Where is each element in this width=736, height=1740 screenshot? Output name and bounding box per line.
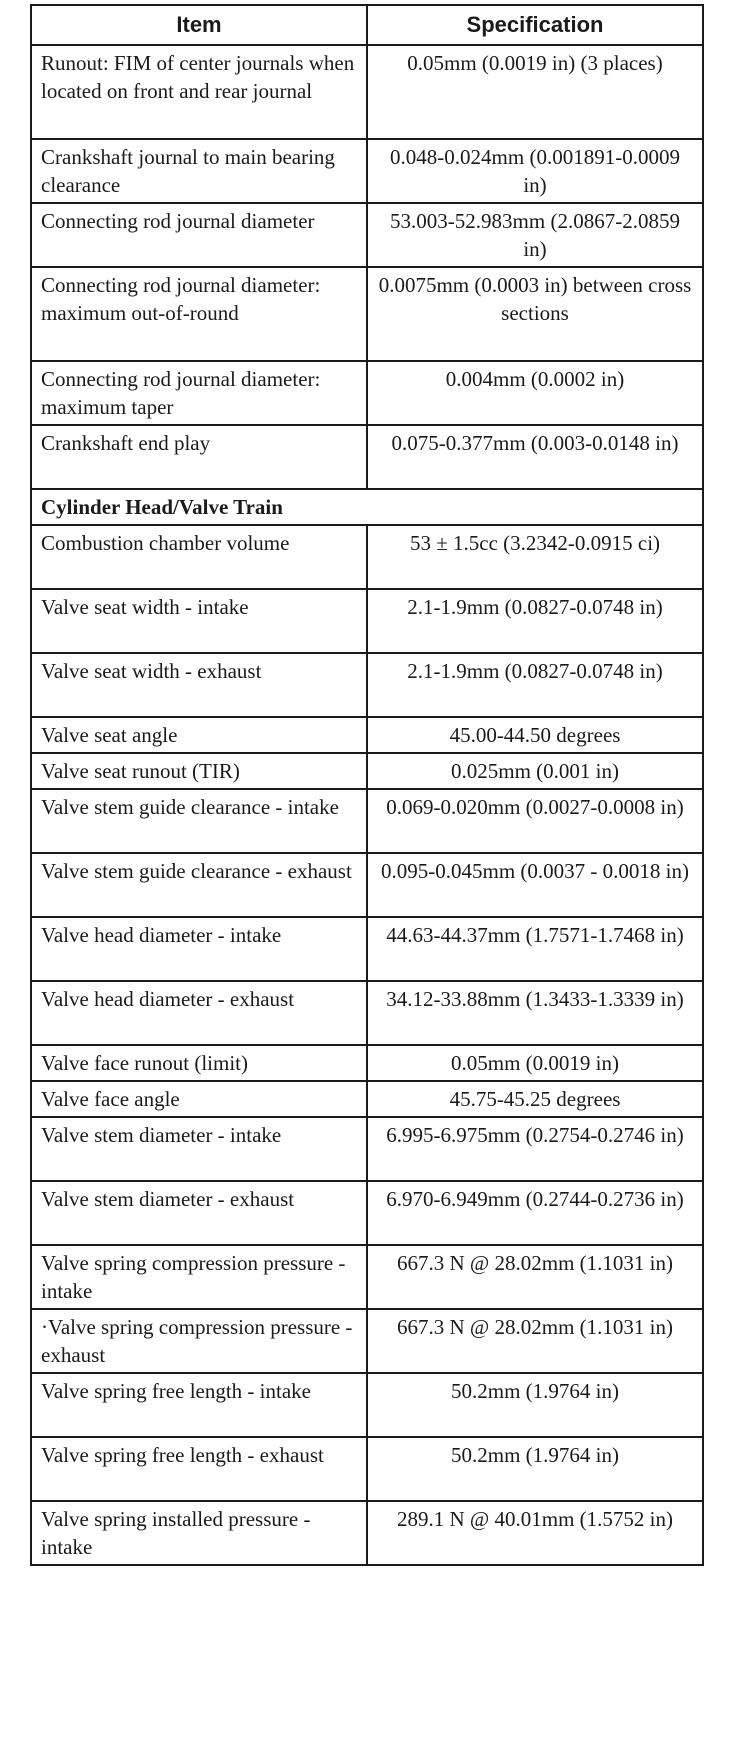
specification-table <box>30 4 704 1566</box>
spec-cell: 53 ± 1.5cc (3.2342-0.0915 ci) <box>367 525 703 589</box>
table-row <box>31 1309 703 1373</box>
column-header-item: Item <box>31 5 367 45</box>
table-row <box>31 139 703 203</box>
spec-cell: 34.12-33.88mm (1.3433-1.3339 in) <box>367 981 703 1045</box>
table-row <box>31 1245 703 1309</box>
table-row <box>31 981 703 1045</box>
spec-cell: 0.025mm (0.001 in) <box>367 753 703 789</box>
spec-cell: 0.05mm (0.0019 in) <box>367 1045 703 1081</box>
section-row <box>31 489 703 525</box>
spec-table-container <box>30 4 702 1566</box>
item-cell: Valve stem guide clearance - intake <box>31 789 367 853</box>
item-cell: Valve seat runout (TIR) <box>31 753 367 789</box>
table-row <box>31 425 703 489</box>
item-cell: Runout: FIM of center journals when located on front and rear journal <box>31 45 367 139</box>
spec-cell: 0.05mm (0.0019 in) (3 places) <box>367 45 703 139</box>
spec-cell: 45.00-44.50 degrees <box>367 717 703 753</box>
spec-cell: 667.3 N @ 28.02mm (1.1031 in) <box>367 1309 703 1373</box>
table-row <box>31 853 703 917</box>
spec-cell: 2.1-1.9mm (0.0827-0.0748 in) <box>367 653 703 717</box>
item-cell: Valve spring free length - intake <box>31 1373 367 1437</box>
item-cell: ·Valve spring compression pressure - exhaust <box>31 1309 367 1373</box>
spec-cell: 0.069-0.020mm (0.0027-0.0008 in) <box>367 789 703 853</box>
table-row <box>31 267 703 361</box>
spec-cell: 0.0075mm (0.0003 in) between cross sections <box>367 267 703 361</box>
table-row <box>31 1181 703 1245</box>
table-row <box>31 917 703 981</box>
item-cell: Valve stem guide clearance - exhaust <box>31 853 367 917</box>
table-row <box>31 753 703 789</box>
table-row <box>31 361 703 425</box>
spec-cell: 0.048-0.024mm (0.001891-0.0009 in) <box>367 139 703 203</box>
table-row <box>31 653 703 717</box>
item-cell: Crankshaft journal to main bearing clearance <box>31 139 367 203</box>
spec-cell: 45.75-45.25 degrees <box>367 1081 703 1117</box>
item-cell: Valve stem diameter - intake <box>31 1117 367 1181</box>
spec-cell: 667.3 N @ 28.02mm (1.1031 in) <box>367 1245 703 1309</box>
table-row <box>31 1501 703 1565</box>
spec-cell: 2.1-1.9mm (0.0827-0.0748 in) <box>367 589 703 653</box>
spec-cell: 53.003-52.983mm (2.0867-2.0859 in) <box>367 203 703 267</box>
table-row <box>31 789 703 853</box>
item-cell: Valve spring installed pressure - intake <box>31 1501 367 1565</box>
spec-cell: 6.970-6.949mm (0.2744-0.2736 in) <box>367 1181 703 1245</box>
item-cell: Combustion chamber volume <box>31 525 367 589</box>
spec-cell: 289.1 N @ 40.01mm (1.5752 in) <box>367 1501 703 1565</box>
spec-cell: 0.095-0.045mm (0.0037 - 0.0018 in) <box>367 853 703 917</box>
item-cell: Valve head diameter - intake <box>31 917 367 981</box>
table-header-row <box>31 5 703 45</box>
spec-cell: 0.004mm (0.0002 in) <box>367 361 703 425</box>
item-cell: Connecting rod journal diameter: maximum taper <box>31 361 367 425</box>
table-row <box>31 1373 703 1437</box>
item-cell: Crankshaft end play <box>31 425 367 489</box>
spec-cell: 50.2mm (1.9764 in) <box>367 1373 703 1437</box>
table-row <box>31 45 703 139</box>
spec-cell: 50.2mm (1.9764 in) <box>367 1437 703 1501</box>
spec-cell: 6.995-6.975mm (0.2754-0.2746 in) <box>367 1117 703 1181</box>
table-row <box>31 717 703 753</box>
column-header-specification: Specification <box>367 5 703 45</box>
item-cell: Connecting rod journal diameter: maximum out-of-round <box>31 267 367 361</box>
table-row <box>31 589 703 653</box>
table-row <box>31 203 703 267</box>
item-cell: Valve seat width - exhaust <box>31 653 367 717</box>
spec-cell: 44.63-44.37mm (1.7571-1.7468 in) <box>367 917 703 981</box>
item-cell: Valve head diameter - exhaust <box>31 981 367 1045</box>
item-cell: Valve spring free length - exhaust <box>31 1437 367 1501</box>
spec-cell: 0.075-0.377mm (0.003-0.0148 in) <box>367 425 703 489</box>
item-cell: Valve stem diameter - exhaust <box>31 1181 367 1245</box>
item-cell: Valve seat angle <box>31 717 367 753</box>
item-cell: Valve face runout (limit) <box>31 1045 367 1081</box>
table-row <box>31 1117 703 1181</box>
item-cell: Valve seat width - intake <box>31 589 367 653</box>
table-row <box>31 525 703 589</box>
item-cell: Valve face angle <box>31 1081 367 1117</box>
table-row <box>31 1437 703 1501</box>
item-cell: Valve spring compression pressure - intake <box>31 1245 367 1309</box>
section-heading: Cylinder Head/Valve Train <box>31 489 703 525</box>
table-row <box>31 1045 703 1081</box>
table-row <box>31 1081 703 1117</box>
item-cell: Connecting rod journal diameter <box>31 203 367 267</box>
